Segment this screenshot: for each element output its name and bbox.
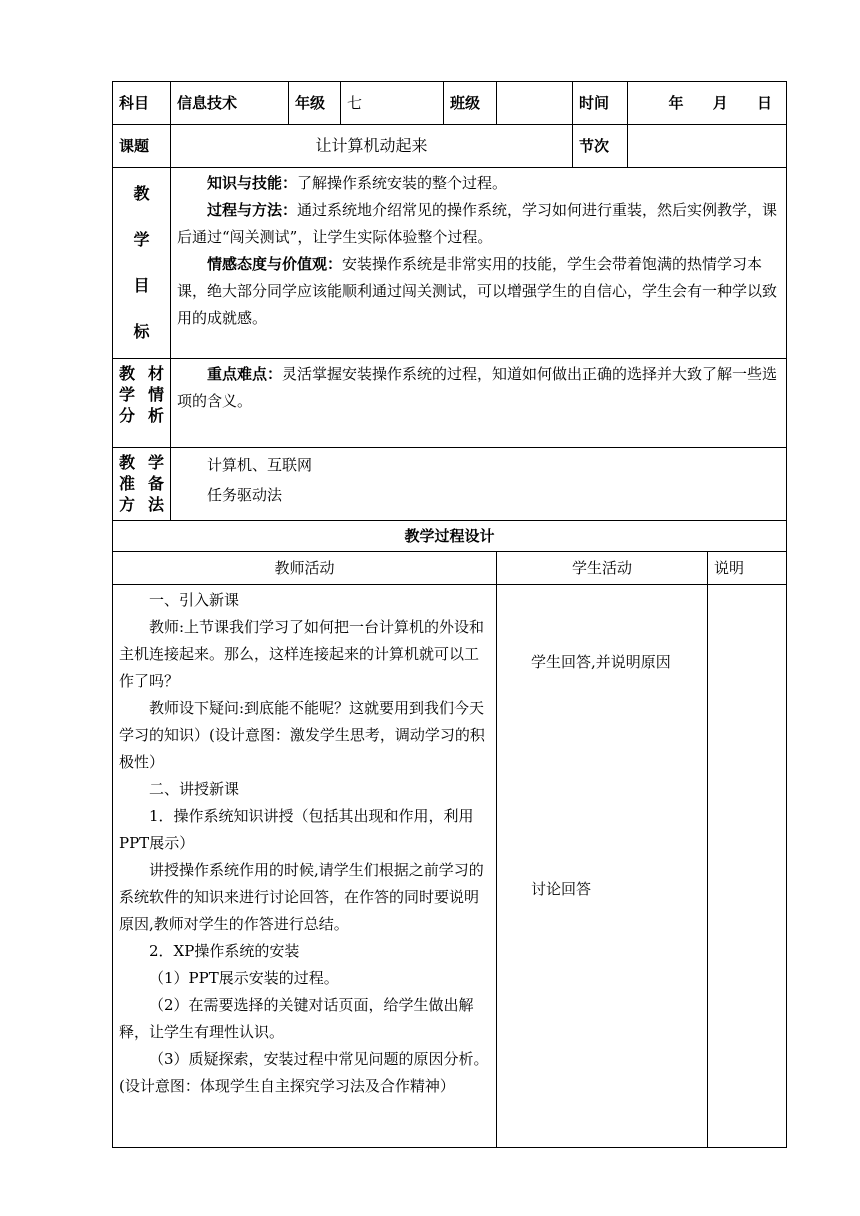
objectives-label (113, 168, 171, 359)
date-day: 日 (757, 94, 773, 112)
objective-attitude: 情感态度与价值观：安装操作系统是非常实用的技能，学生会带着饱满的热情学习本课，绝大部分同学应该能顺利通过闯关测试，可以增强学生的自信心，学生会有一种学以致用的成就感。 (177, 255, 778, 327)
analysis-label: 教 材 学 情 分析 (113, 359, 171, 448)
col-note: 说明 (708, 552, 787, 585)
student-answer-2: 讨论回答 (531, 880, 592, 898)
process-header-row (113, 552, 787, 585)
subject-label: 科目 (113, 82, 171, 125)
student-activity (497, 585, 708, 1148)
preparation-line: 任务驱动法 (207, 486, 283, 504)
student-answer-1: 学生回答,并说明原因 (531, 653, 671, 671)
subject-value: 信息技术 (171, 82, 289, 125)
col-teacher: 教师活动 (113, 552, 497, 585)
analysis-row (113, 359, 787, 448)
teacher-paragraph: （3）质疑探索，安装过程中常见问题的原因分析。(设计意图：体现学生自主探究学习法及合作精神） (119, 1050, 489, 1095)
objectives-row (113, 168, 787, 359)
objectives-content (171, 168, 787, 359)
period-value (628, 125, 787, 168)
process-title: 教学过程设计 (113, 521, 787, 552)
teacher-paragraph: （2）在需要选择的关键对话页面，给学生做出解释，让学生有理性认识。 (119, 996, 474, 1041)
class-value (497, 82, 573, 125)
teacher-paragraph: 教师:上节课我们学习了如何把一台计算机的外设和主机连接起来。那么，这样连接起来的计算机就可以工作了吗？ (119, 618, 485, 690)
objective-process: 过程与方法：通过系统地介绍常见的操作系统，学习如何进行重装，然后实例教学，课后通过“闯关测试”，让学生实际体验整个过程。 (177, 201, 778, 246)
lesson-plan-table (112, 81, 787, 1148)
period-label: 节次 (573, 125, 628, 168)
preparation-content (171, 448, 787, 521)
analysis-content (171, 359, 787, 448)
teacher-paragraph: 1．操作系统知识讲授（包括其出现和作用，利用PPT展示） (119, 807, 474, 852)
objectives-label-char: 目 (133, 276, 150, 295)
objective-knowledge: 知识与技能：了解操作系统安装的整个过程。 (207, 174, 508, 192)
header-row (113, 82, 787, 125)
time-label: 时间 (573, 82, 628, 125)
grade-value: 七 (341, 82, 444, 125)
preparation-label: 教 学 准 备 方 法 (113, 448, 171, 521)
teacher-paragraph: 二、讲授新课 (149, 780, 240, 798)
teacher-activity (113, 585, 497, 1148)
key-difficulty: 重点难点：灵活掌握安装操作系统的过程，知道如何做出正确的选择并大致了解一些选项的含义。 (177, 365, 778, 410)
class-label: 班级 (444, 82, 497, 125)
grade-label: 年级 (289, 82, 341, 125)
preparation-row (113, 448, 787, 521)
topic-row (113, 125, 787, 168)
date-year: 年 (668, 94, 684, 112)
teacher-paragraph: 讲授操作系统作用的时候,请学生们根据之前学习的系统软件的知识来进行讨论回答，在作答的同时要说明原因,教师对学生的作答进行总结。 (119, 861, 484, 933)
objectives-label-char: 标 (133, 322, 150, 341)
date-month: 月 (712, 94, 728, 112)
preparation-line: 计算机、互联网 (207, 456, 313, 474)
note-cell (708, 585, 787, 1148)
objectives-label-char: 教 (133, 184, 150, 203)
teacher-paragraph: （1）PPT展示安装的过程。 (149, 969, 339, 987)
topic-label: 课题 (113, 125, 171, 168)
topic-value: 让计算机动起来 (171, 125, 573, 168)
objectives-label-char: 学 (133, 230, 150, 249)
teacher-paragraph: 一、引入新课 (149, 591, 240, 609)
date-field (628, 82, 787, 125)
col-student: 学生活动 (497, 552, 708, 585)
process-body-row (113, 585, 787, 1148)
process-title-row (113, 521, 787, 552)
teacher-paragraph: 教师设下疑问:到底能不能呢？这就要用到我们今天学习的知识）(设计意图：激发学生思考，调动学习的积极性） (119, 699, 485, 771)
teacher-paragraph: 2．XP操作系统的安装 (149, 942, 300, 960)
